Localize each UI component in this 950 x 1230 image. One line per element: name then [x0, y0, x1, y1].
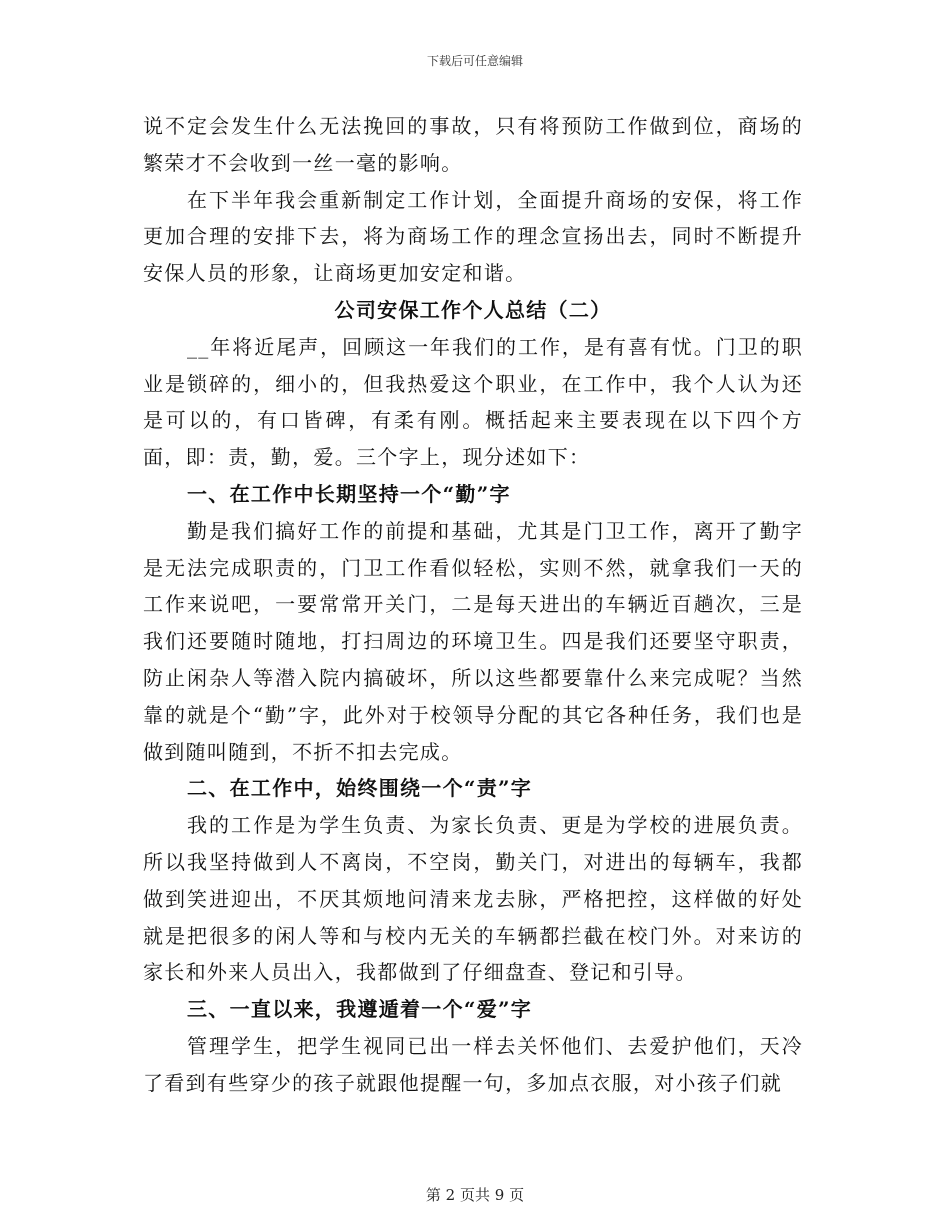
heading-responsibility: 二、在工作中，始终围绕一个“责”字: [187, 776, 533, 801]
paragraph-diligence: 勤是我们搞好工作的前提和基础，尤其是门卫工作，离开了勤字是无法完成职责的，门卫工作看似轻松，实则不然，就拿我们一天的工作来说吧，一要常常开关门，二是每天进出的车辆近百趟次，三是我们还要随时随地，打扫周边的环境卫生。四是我们还要坚守职责，防止闲杂人等潜入院内搞破坏，所以这些都要靠什么来完成呢？当然靠的就是个“勤”字，此外对于校领导分配的其它各种任务，我们也是做到随叫随到，不折不扣去完成。: [143, 518, 803, 764]
paragraph-plan: 在下半年我会重新制定工作计划，全面提升商场的安保，将工作更加合理的安排下去，将为商场工作的理念宣扬出去，同时不断提升安保人员的形象，让商场更加安定和谐。: [143, 187, 803, 286]
page-header: 下载后可任意编辑: [426, 54, 523, 68]
paragraph-continuation: 说不定会发生什么无法挽回的事故，只有将预防工作做到位，商场的繁荣才不会收到一丝一毫的影响。: [143, 114, 803, 175]
paragraph-love: 管理学生，把学生视同已出一样去关怀他们、去爱护他们，天冷了看到有些穿少的孩子就跟他提醒一句，多加点衣服，对小孩子们就: [143, 1033, 803, 1095]
document-body: [143, 108, 803, 1102]
heading-love: 三、一直以来，我遵遁着一个“爱”字: [187, 997, 533, 1022]
page-footer: 第 2 页共 9 页: [425, 1186, 525, 1204]
heading-diligence: 一、在工作中长期坚持一个“勤”字: [187, 481, 511, 506]
paragraph-responsibility: 我的工作是为学生负责、为家长负责、更是为学校的进展负责。所以我坚持做到人不离岗，不空岗，勤关门，对进出的每辆车，我都做到笑进迎出，不厌其烦地问清来龙去脉，严格把控，这样做的好处就是把很多的闲人等和与校内无关的车辆都拦截在校门外。对来访的家长和外来人员出入，我都做到了仔细盘查、登记和引导。: [143, 813, 803, 985]
paragraph-intro: __年将近尾声，回顾这一年我们的工作，是有喜有忧。门卫的职业是锁碎的，细小的，但我热爱这个职业，在工作中，我个人认为还是可以的，有口皆碑，有柔有刚。概括起来主要表现在以下四个方面，即：责，勤，爱。三个字上，现分述如下：: [143, 334, 803, 470]
section-title: 公司安保工作个人总结（二）: [334, 297, 612, 322]
